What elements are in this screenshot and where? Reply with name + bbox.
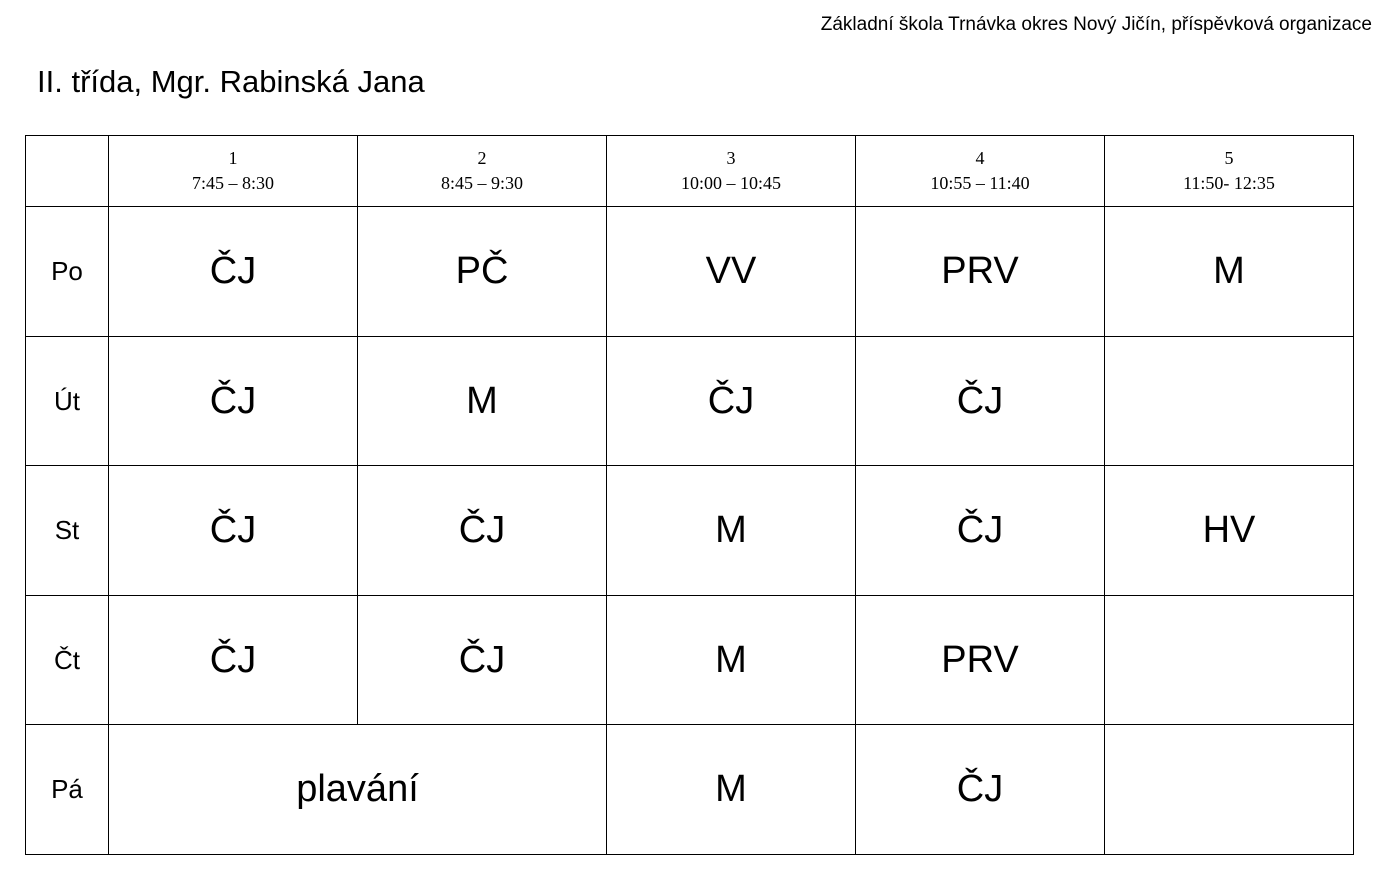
lesson-cell: ČJ <box>358 595 607 725</box>
lesson-cell: M <box>607 725 856 855</box>
lesson-cell: ČJ <box>607 336 856 466</box>
school-name: Základní škola Trnávka okres Nový Jičín, příspěvková organizace <box>820 14 1372 35</box>
day-label: St <box>26 466 109 596</box>
lesson-cell: PČ <box>358 207 607 337</box>
period-time: 7:45 – 8:30 <box>191 173 274 194</box>
lesson-cell: M <box>358 336 607 466</box>
day-row-pa <box>26 725 1354 855</box>
lesson-cell: ČJ <box>109 595 358 725</box>
period-header-3 <box>607 136 856 207</box>
period-header-5 <box>1105 136 1354 207</box>
period-number: 5 <box>1224 148 1234 169</box>
lesson-cell: HV <box>1105 466 1354 596</box>
lesson-cell: M <box>607 595 856 725</box>
period-header-1 <box>109 136 358 207</box>
lesson-cell <box>1105 336 1354 466</box>
lesson-cell: ČJ <box>109 336 358 466</box>
period-number: 1 <box>228 148 238 169</box>
lesson-cell-merged: plavání <box>109 725 607 855</box>
day-label: Pá <box>26 725 109 855</box>
period-time: 10:00 – 10:45 <box>680 173 781 194</box>
period-time: 8:45 – 9:30 <box>440 173 523 194</box>
class-title: II. třída, Mgr. Rabinská Jana <box>37 64 425 99</box>
lesson-cell: ČJ <box>109 466 358 596</box>
lesson-cell: ČJ <box>109 207 358 337</box>
period-time: 10:55 – 11:40 <box>930 173 1030 194</box>
periods-header-row <box>26 136 1354 207</box>
lesson-cell <box>1105 725 1354 855</box>
period-time: 11:50- 12:35 <box>1183 173 1275 194</box>
lesson-cell: M <box>607 466 856 596</box>
lesson-cell: VV <box>607 207 856 337</box>
corner-cell <box>26 136 109 207</box>
lesson-cell: M <box>1105 207 1354 337</box>
lesson-cell: ČJ <box>856 725 1105 855</box>
period-number: 3 <box>726 148 736 169</box>
day-label: Út <box>26 336 109 466</box>
period-header-2 <box>358 136 607 207</box>
lesson-cell <box>1105 595 1354 725</box>
period-header-4 <box>856 136 1105 207</box>
day-label: Po <box>26 207 109 337</box>
period-number: 2 <box>477 148 487 169</box>
lesson-cell: PRV <box>856 207 1105 337</box>
lesson-cell: PRV <box>856 595 1105 725</box>
lesson-cell: ČJ <box>358 466 607 596</box>
period-number: 4 <box>975 148 985 169</box>
lesson-cell: ČJ <box>856 466 1105 596</box>
day-row-po <box>26 207 1354 337</box>
day-row-ut <box>26 336 1354 466</box>
lesson-cell: ČJ <box>856 336 1105 466</box>
timetable <box>25 135 1354 855</box>
day-label: Čt <box>26 595 109 725</box>
day-row-st <box>26 466 1354 596</box>
day-row-ct <box>26 595 1354 725</box>
